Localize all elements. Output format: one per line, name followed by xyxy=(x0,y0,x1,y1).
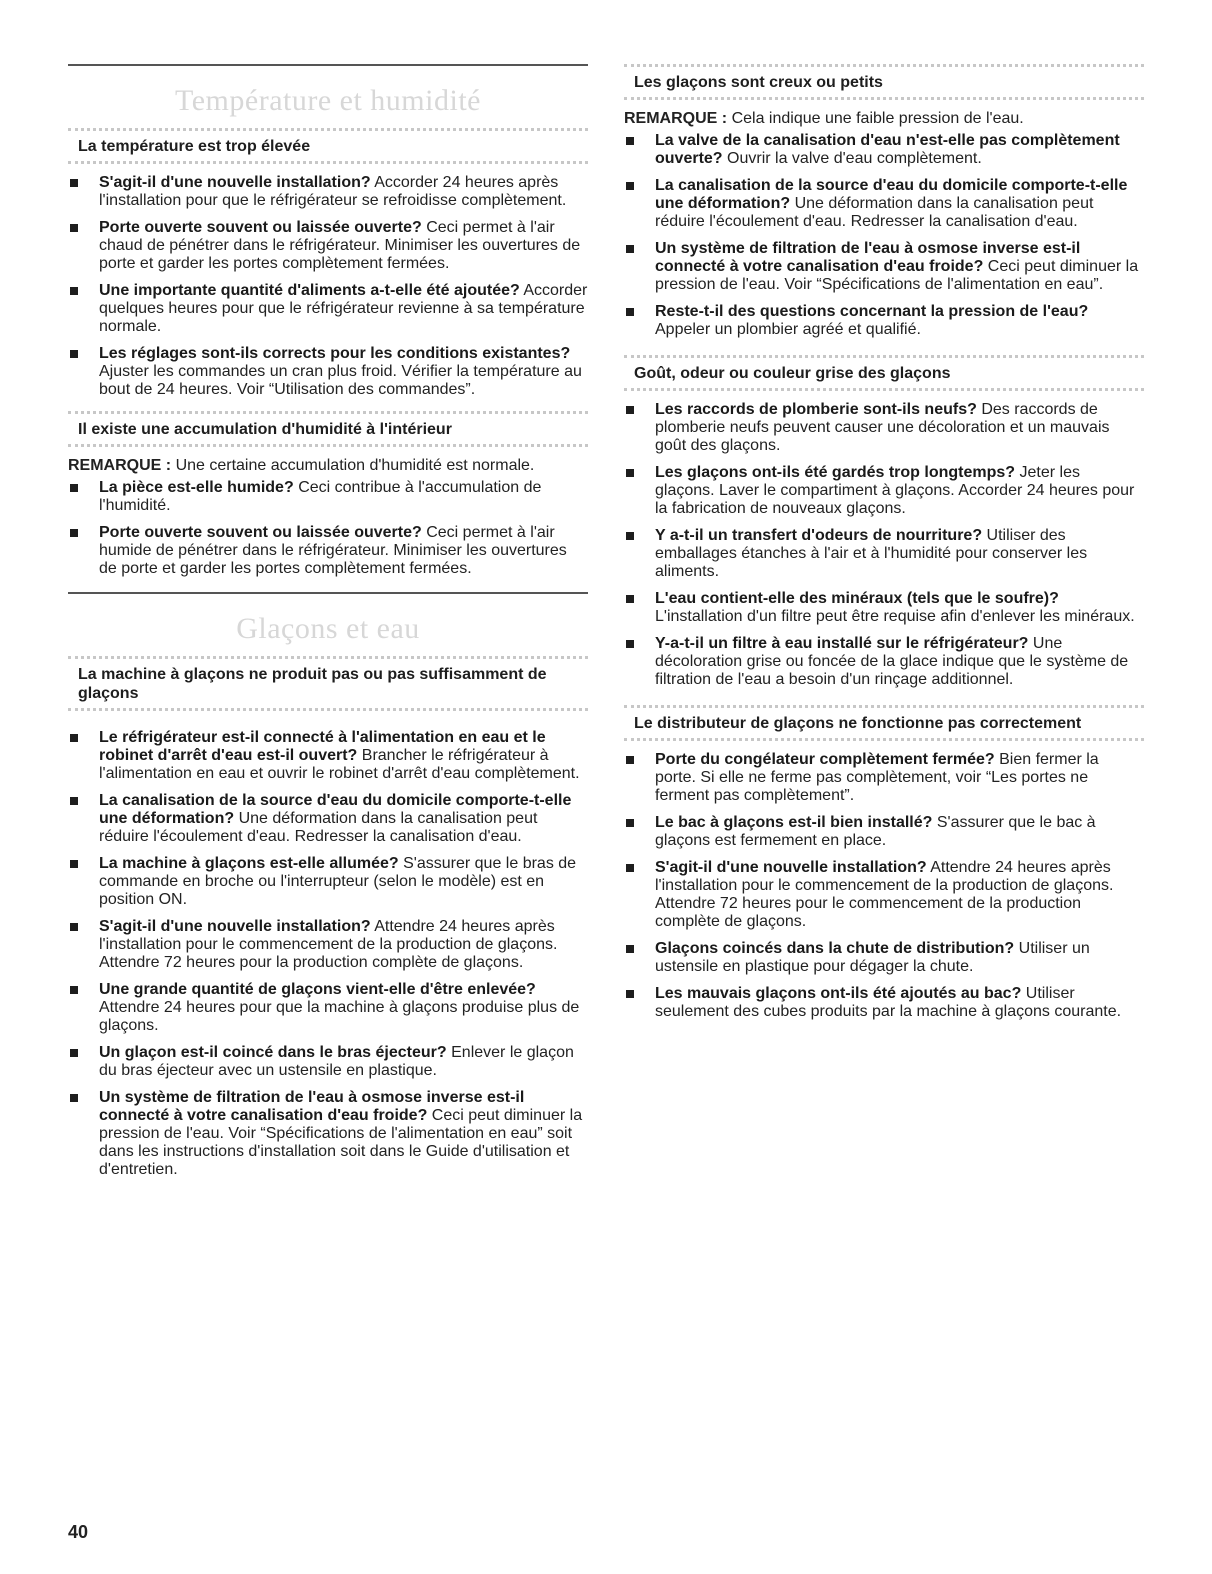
item-answer: Ajuster les commandes un cran plus froid. Vérifier la température au bout de 24 heures. Voir “Utilisation des commandes”. xyxy=(99,363,582,398)
item-answer: Enlever le glaçon du bras éjecteur avec un ustensile en plastique. xyxy=(99,1044,574,1079)
page-number: 40 xyxy=(68,1522,89,1542)
subheading-no-ice xyxy=(68,656,588,711)
item-answer: Une déformation dans la canalisation peut réduire l'écoulement d'eau. Redresser la canalisation d'eau. xyxy=(99,810,538,845)
item-question: S'agit-il d'une nouvelle installation? xyxy=(655,859,927,876)
item-answer: S'assurer que le bac à glaçons est fermement en place. xyxy=(655,814,1096,849)
section-rule xyxy=(68,64,588,66)
item-answer: Ceci peut diminuer la pression de l'eau. Voir “Spécifications de l'alimentation en eau” soit dans les instructions d'installation soit dans le Guide d'utilisation et d'entretien. xyxy=(99,1107,583,1178)
square-bullet-icon xyxy=(70,923,78,931)
item-question: Reste-t-il des questions concernant la pression de l'eau? xyxy=(655,303,1089,320)
square-bullet-icon xyxy=(70,224,78,232)
square-bullet-icon xyxy=(70,350,78,358)
item-answer: Accorder quelques heures pour que le réfrigérateur revienne à sa température normale. xyxy=(99,282,588,335)
subheading-text: Il existe une accumulation d'humidité à l'intérieur xyxy=(78,421,452,438)
list-item xyxy=(68,174,588,210)
item-question: Les glaçons ont-ils été gardés trop longtemps? xyxy=(655,464,1016,481)
square-bullet-icon xyxy=(70,529,78,537)
item-question: La canalisation de la source d'eau du domicile comporte-t-elle une déformation? xyxy=(655,177,1128,212)
list-item xyxy=(624,132,1144,168)
subheading-taste-odor xyxy=(624,355,1144,391)
list-hollow-ice xyxy=(624,132,1144,339)
list-item xyxy=(68,792,588,846)
item-answer: Appeler un plombier agréé et qualifié. xyxy=(655,321,921,338)
square-bullet-icon xyxy=(626,819,634,827)
square-bullet-icon xyxy=(70,860,78,868)
list-dispenser xyxy=(624,751,1144,1021)
list-item xyxy=(68,524,588,578)
item-answer: Ceci peut diminuer la pression de l'eau. Voir “Spécifications de l'alimentation en eau”. xyxy=(655,258,1139,293)
subheading-hollow-ice xyxy=(624,64,1144,100)
subheading-text: Les glaçons sont creux ou petits xyxy=(634,74,883,91)
note-humidity xyxy=(68,457,588,475)
list-item xyxy=(68,918,588,972)
item-answer: Attendre 24 heures pour que la machine à glaçons produise plus de glaçons. xyxy=(99,999,580,1034)
item-answer: Utiliser des emballages étanches à l'air et à l'humidité pour conserver les aliments. xyxy=(655,527,1088,580)
square-bullet-icon xyxy=(70,484,78,492)
section-title-ice-water: Glaçons et eau xyxy=(236,612,420,645)
item-question: Une importante quantité d'aliments a-t-elle été ajoutée? xyxy=(99,282,520,299)
item-question: Glaçons coincés dans la chute de distribution? xyxy=(655,940,1015,957)
list-item xyxy=(624,859,1144,931)
square-bullet-icon xyxy=(626,990,634,998)
note-label: REMARQUE : xyxy=(68,457,172,474)
item-question: Porte du congélateur complètement fermée? xyxy=(655,751,995,768)
list-item xyxy=(624,814,1144,850)
item-question: Une grande quantité de glaçons vient-elle d'être enlevée? xyxy=(99,981,536,998)
square-bullet-icon xyxy=(70,1049,78,1057)
list-item xyxy=(68,345,588,399)
list-item xyxy=(68,981,588,1035)
list-humidity xyxy=(68,479,588,578)
item-question: Les raccords de plomberie sont-ils neufs? xyxy=(655,401,977,418)
section-title-temperature: Température et humidité xyxy=(175,84,481,117)
right-column xyxy=(624,64,1144,1033)
list-item xyxy=(624,590,1144,626)
item-question: Le réfrigérateur est-il connecté à l'alimentation en eau et le robinet d'arrêt d'eau est-il ouvert? xyxy=(99,729,546,764)
item-answer: Attendre 24 heures après l'installation pour le commencement de la production de glaçons. Attendre 72 heures pour la production complète de glaçons. xyxy=(99,918,558,971)
list-item xyxy=(68,1089,588,1179)
item-question: Le bac à glaçons est-il bien installé? xyxy=(655,814,933,831)
item-question: Un système de filtration de l'eau à osmose inverse est-il connecté à votre canalisation d'eau froide? xyxy=(99,1089,525,1124)
list-item xyxy=(624,177,1144,231)
item-answer: Ouvrir la valve d'eau complètement. xyxy=(727,150,982,167)
list-item xyxy=(624,940,1144,976)
item-question: La pièce est-elle humide? xyxy=(99,479,294,496)
item-question: Un glaçon est-il coincé dans le bras éjecteur? xyxy=(99,1044,447,1061)
square-bullet-icon xyxy=(626,137,634,145)
note-text: Cela indique une faible pression de l'eau. xyxy=(731,110,1024,127)
item-question: Porte ouverte souvent ou laissée ouverte? xyxy=(99,524,422,541)
note-pressure xyxy=(624,110,1144,128)
item-answer: Ceci contribue à l'accumulation de l'humidité. xyxy=(99,479,542,514)
square-bullet-icon xyxy=(70,179,78,187)
square-bullet-icon xyxy=(626,245,634,253)
square-bullet-icon xyxy=(626,756,634,764)
note-text: Une certaine accumulation d'humidité est normale. xyxy=(175,457,535,474)
item-question: La canalisation de la source d'eau du domicile comporte-t-elle une déformation? xyxy=(99,792,572,827)
subheading-temp-high xyxy=(68,128,588,164)
square-bullet-icon xyxy=(70,287,78,295)
item-answer: Utiliser seulement des cubes produits par la machine à glaçons courante. xyxy=(655,985,1122,1020)
list-item xyxy=(68,479,588,515)
item-question: Les mauvais glaçons ont-ils été ajoutés au bac? xyxy=(655,985,1022,1002)
list-item xyxy=(68,855,588,909)
item-question: L'eau contient-elle des minéraux (tels que le soufre)? xyxy=(655,590,1059,607)
subheading-humidity xyxy=(68,411,588,447)
item-answer: Des raccords de plomberie neufs peuvent causer une décoloration et un mauvais goût des glaçons. xyxy=(655,401,1110,454)
list-item xyxy=(624,527,1144,581)
item-answer: Brancher le réfrigérateur à l'alimentation en eau et ouvrir le robinet d'arrêt d'eau complètement. xyxy=(99,747,580,782)
square-bullet-icon xyxy=(626,945,634,953)
square-bullet-icon xyxy=(70,734,78,742)
square-bullet-icon xyxy=(70,986,78,994)
item-answer: L'installation d'un filtre peut être requise afin d'enlever les minéraux. xyxy=(655,608,1135,625)
item-question: Porte ouverte souvent ou laissée ouverte? xyxy=(99,219,422,236)
square-bullet-icon xyxy=(626,864,634,872)
item-question: S'agit-il d'une nouvelle installation? xyxy=(99,174,371,191)
subheading-text: La machine à glaçons ne produit pas ou pas suffisamment de glaçons xyxy=(78,666,547,702)
list-no-ice xyxy=(68,729,588,1179)
item-question: S'agit-il d'une nouvelle installation? xyxy=(99,918,371,935)
square-bullet-icon xyxy=(626,595,634,603)
list-item xyxy=(624,303,1144,339)
item-question: Un système de filtration de l'eau à osmose inverse est-il connecté à votre canalisation d'eau froide? xyxy=(655,240,1081,275)
square-bullet-icon xyxy=(626,182,634,190)
subheading-dispenser xyxy=(624,705,1144,741)
item-answer: Utiliser un ustensile en plastique pour dégager la chute. xyxy=(655,940,1090,975)
square-bullet-icon xyxy=(70,797,78,805)
list-item xyxy=(68,219,588,273)
note-label: REMARQUE : xyxy=(624,110,728,127)
list-item xyxy=(68,1044,588,1080)
item-answer: Accorder 24 heures après l'installation pour que le réfrigérateur se refroidisse complètement. xyxy=(99,174,567,209)
list-item xyxy=(624,464,1144,518)
square-bullet-icon xyxy=(626,308,634,316)
item-answer: Une décoloration grise ou foncée de la glace indique que le système de filtration de l'eau a besoin d'un rinçage additionnel. xyxy=(655,635,1129,688)
item-question: Y a-t-il un transfert d'odeurs de nourriture? xyxy=(655,527,983,544)
subheading-text: Goût, odeur ou couleur grise des glaçons xyxy=(634,365,951,382)
subheading-text: Le distributeur de glaçons ne fonctionne pas correctement xyxy=(634,715,1082,732)
square-bullet-icon xyxy=(626,469,634,477)
list-item xyxy=(624,985,1144,1021)
list-taste-odor xyxy=(624,401,1144,689)
list-item xyxy=(624,751,1144,805)
item-answer: Ceci permet à l'air chaud de pénétrer dans le réfrigérateur. Minimiser les ouvertures de porte et garder les portes complètement fermées. xyxy=(99,219,581,272)
item-question: La valve de la canalisation d'eau n'est-elle pas complètement ouverte? xyxy=(655,132,1120,167)
left-column xyxy=(68,64,588,1191)
item-answer: Attendre 24 heures après l'installation pour le commencement de la production de glaçons. Attendre 72 heures pour le commencement de la production complète de glaçons. xyxy=(655,859,1114,930)
subheading-text: La température est trop élevée xyxy=(78,138,311,155)
list-item xyxy=(624,635,1144,689)
item-answer: Jeter les glaçons. Laver le compartiment à glaçons. Accorder 24 heures pour la fabrication de nouveaux glaçons. xyxy=(655,464,1135,517)
item-question: Les réglages sont-ils corrects pour les conditions existantes? xyxy=(99,345,571,362)
square-bullet-icon xyxy=(626,532,634,540)
item-answer: Bien fermer la porte. Si elle ne ferme pas complètement, voir “Les portes ne ferment pas complètement”. xyxy=(655,751,1099,804)
item-answer: S'assurer que le bras de commande en broche ou l'interrupteur (selon le modèle) est en position ON. xyxy=(99,855,577,908)
square-bullet-icon xyxy=(626,640,634,648)
item-answer: Une déformation dans la canalisation peut réduire l'écoulement d'eau. Redresser la canalisation d'eau. xyxy=(655,195,1094,230)
item-answer: Ceci permet à l'air humide de pénétrer dans le réfrigérateur. Minimiser les ouvertures de porte et garder les portes complètement fermées. xyxy=(99,524,567,577)
item-question: Y-a-t-il un filtre à eau installé sur le réfrigérateur? xyxy=(655,635,1029,652)
square-bullet-icon xyxy=(70,1094,78,1102)
list-item xyxy=(68,282,588,336)
list-item xyxy=(624,240,1144,294)
list-temp-high xyxy=(68,174,588,399)
square-bullet-icon xyxy=(626,406,634,414)
item-question: La machine à glaçons est-elle allumée? xyxy=(99,855,399,872)
list-item xyxy=(624,401,1144,455)
list-item xyxy=(68,729,588,783)
section-rule xyxy=(68,592,588,594)
